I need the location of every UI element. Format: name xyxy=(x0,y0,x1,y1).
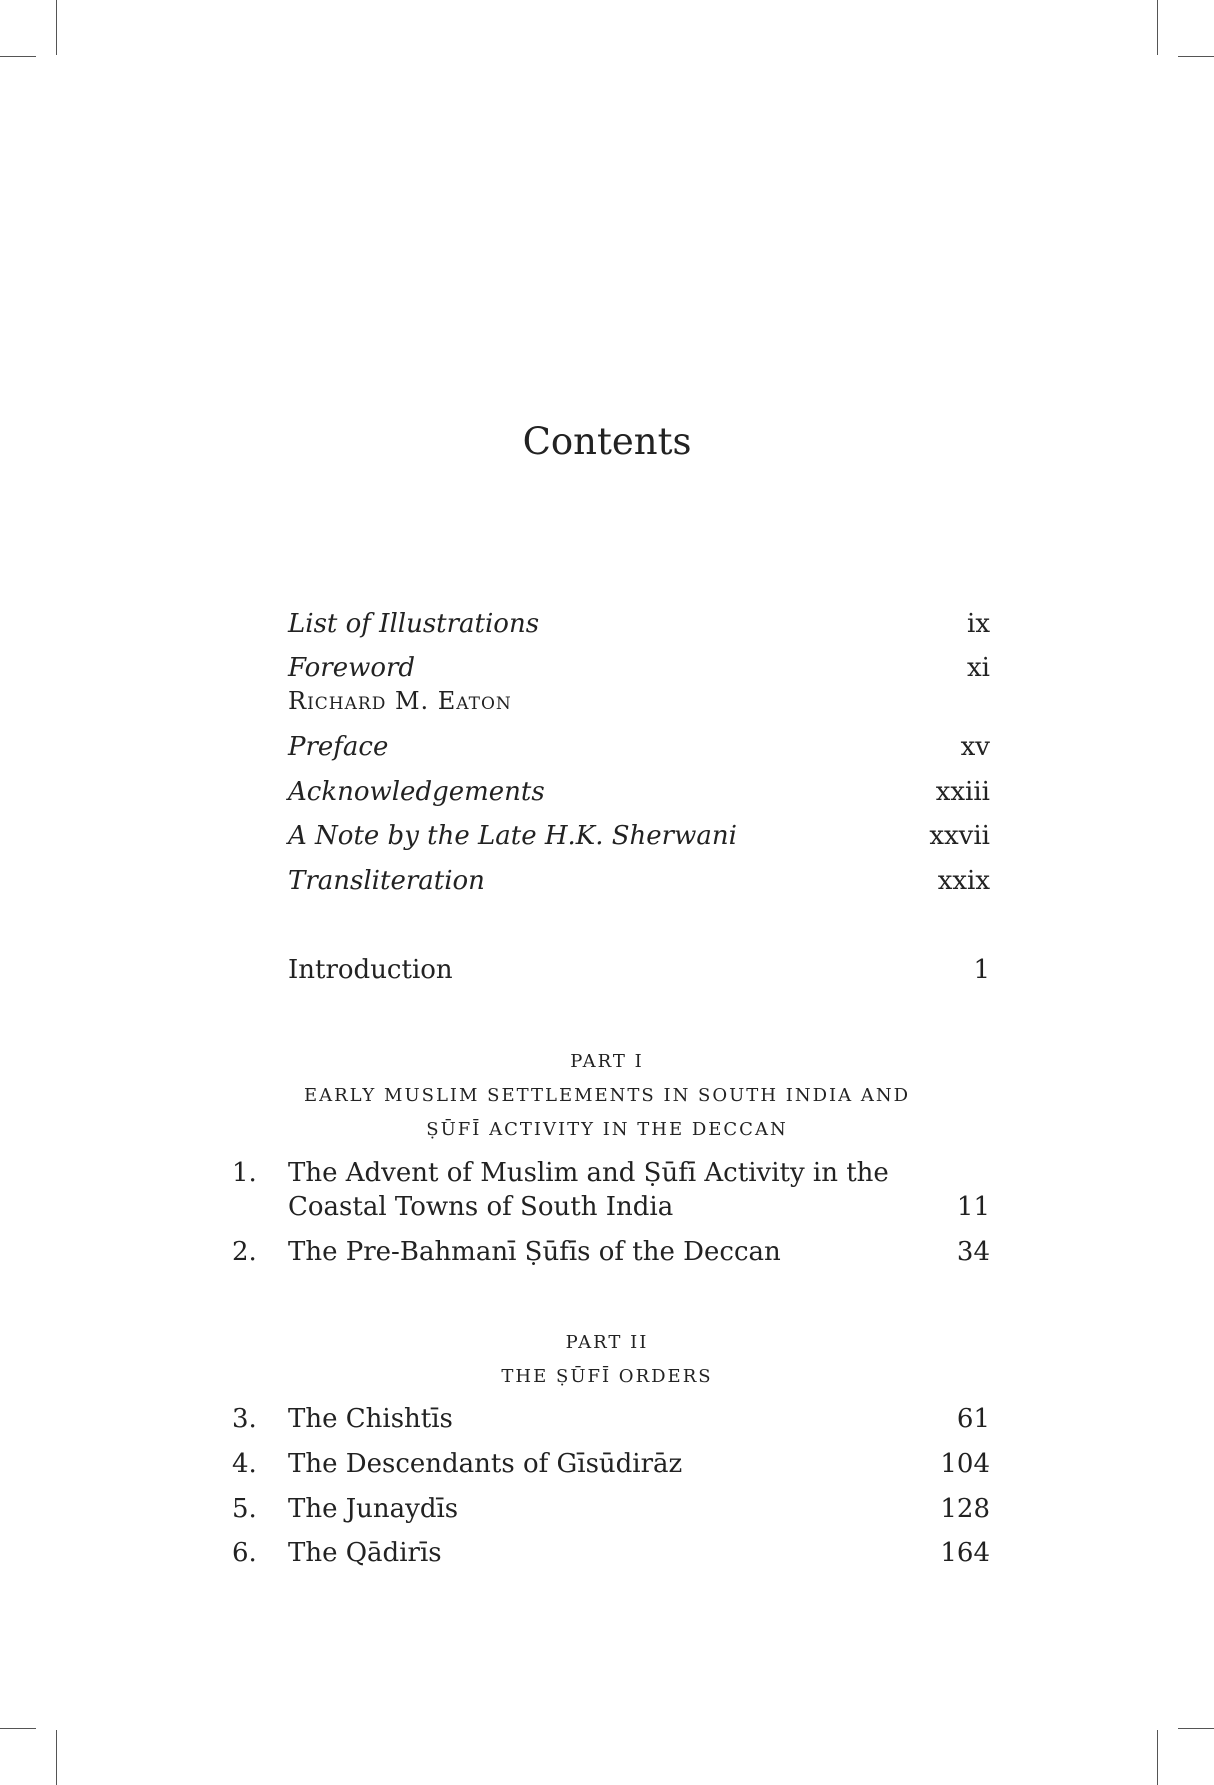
chapter-title-line: The Qādirīs xyxy=(288,1538,442,1568)
toc-chapter-entry-continued xyxy=(200,1185,990,1229)
toc-entry-author: Richard M. Eaton xyxy=(288,687,512,715)
toc-entry-introduction xyxy=(200,948,990,992)
toc-entry-label: Foreword xyxy=(288,653,416,683)
toc-entry xyxy=(200,725,990,769)
chapter-number: 1. xyxy=(232,1158,257,1188)
toc-page-number: 61 xyxy=(956,1404,990,1434)
toc-chapter-entry xyxy=(200,1487,990,1531)
toc-page-number: xxvii xyxy=(929,821,990,851)
toc-page-number: xi xyxy=(967,653,990,683)
part-subtitle: ṢŪFĪ ACTIVITY IN THE DECCAN xyxy=(426,1119,788,1140)
toc-entry-label: A Note by the Late H.K. Sherwani xyxy=(288,821,737,851)
toc-page-number: xv xyxy=(960,732,990,762)
toc-page-number: 104 xyxy=(940,1449,990,1479)
chapter-title-line: The Advent of Muslim and Ṣūfī Activity in the xyxy=(288,1158,889,1188)
toc-page-number: 1 xyxy=(973,955,990,985)
toc-page-number: 128 xyxy=(940,1494,990,1524)
toc-entry-label: Preface xyxy=(288,732,389,762)
part-subtitle: EARLY MUSLIM SETTLEMENTS IN SOUTH INDIA AND xyxy=(303,1085,911,1106)
chapter-number: 6. xyxy=(232,1538,257,1568)
chapter-number: 5. xyxy=(232,1494,257,1524)
toc-entry-label: Acknowledgements xyxy=(288,777,545,807)
crop-mark xyxy=(1178,56,1214,57)
crop-mark xyxy=(1178,1728,1214,1729)
page-title: Contents xyxy=(522,420,692,463)
crop-mark xyxy=(0,56,36,57)
crop-mark xyxy=(0,1728,36,1729)
toc-entry xyxy=(200,602,990,646)
crop-mark xyxy=(1157,1730,1158,1785)
chapter-title-line: The Junaydīs xyxy=(288,1494,459,1524)
crop-mark xyxy=(1157,0,1158,55)
chapter-title-line: Coastal Towns of South India xyxy=(288,1192,674,1222)
part-heading: PART II xyxy=(565,1332,649,1353)
toc-chapter-entry xyxy=(200,1230,990,1274)
toc-page-number: xxiii xyxy=(935,777,990,807)
part-subtitle: THE ṢŪFĪ ORDERS xyxy=(501,1366,713,1387)
chapter-number: 3. xyxy=(232,1404,257,1434)
toc-page-number: 34 xyxy=(956,1237,990,1267)
part-heading: PART I xyxy=(570,1051,644,1072)
chapter-title-line: The Descendants of Gīsūdirāz xyxy=(288,1449,683,1479)
toc-entry xyxy=(200,859,990,903)
chapter-title-line: The Chishtīs xyxy=(288,1404,453,1434)
toc-entry-label: Introduction xyxy=(288,955,453,985)
toc-chapter-entry xyxy=(200,1397,990,1441)
toc-chapter-entry xyxy=(200,1531,990,1575)
toc-page-number: xxix xyxy=(937,866,990,896)
toc-page-number: 11 xyxy=(956,1192,990,1222)
chapter-title-line: The Pre-Bahmanī Ṣūfīs of the Deccan xyxy=(288,1237,781,1267)
toc-entry xyxy=(200,770,990,814)
toc-page-number: 164 xyxy=(940,1538,990,1568)
toc-entry-label: List of Illustrations xyxy=(288,609,540,639)
crop-mark xyxy=(56,0,57,55)
chapter-number: 2. xyxy=(232,1237,257,1267)
chapter-number: 4. xyxy=(232,1449,257,1479)
toc-entry xyxy=(200,814,990,858)
toc-chapter-entry xyxy=(200,1442,990,1486)
toc-entry xyxy=(200,646,990,690)
toc-page-number: ix xyxy=(967,609,990,639)
toc-entry-label: Transliteration xyxy=(288,866,485,896)
crop-mark xyxy=(56,1730,57,1785)
